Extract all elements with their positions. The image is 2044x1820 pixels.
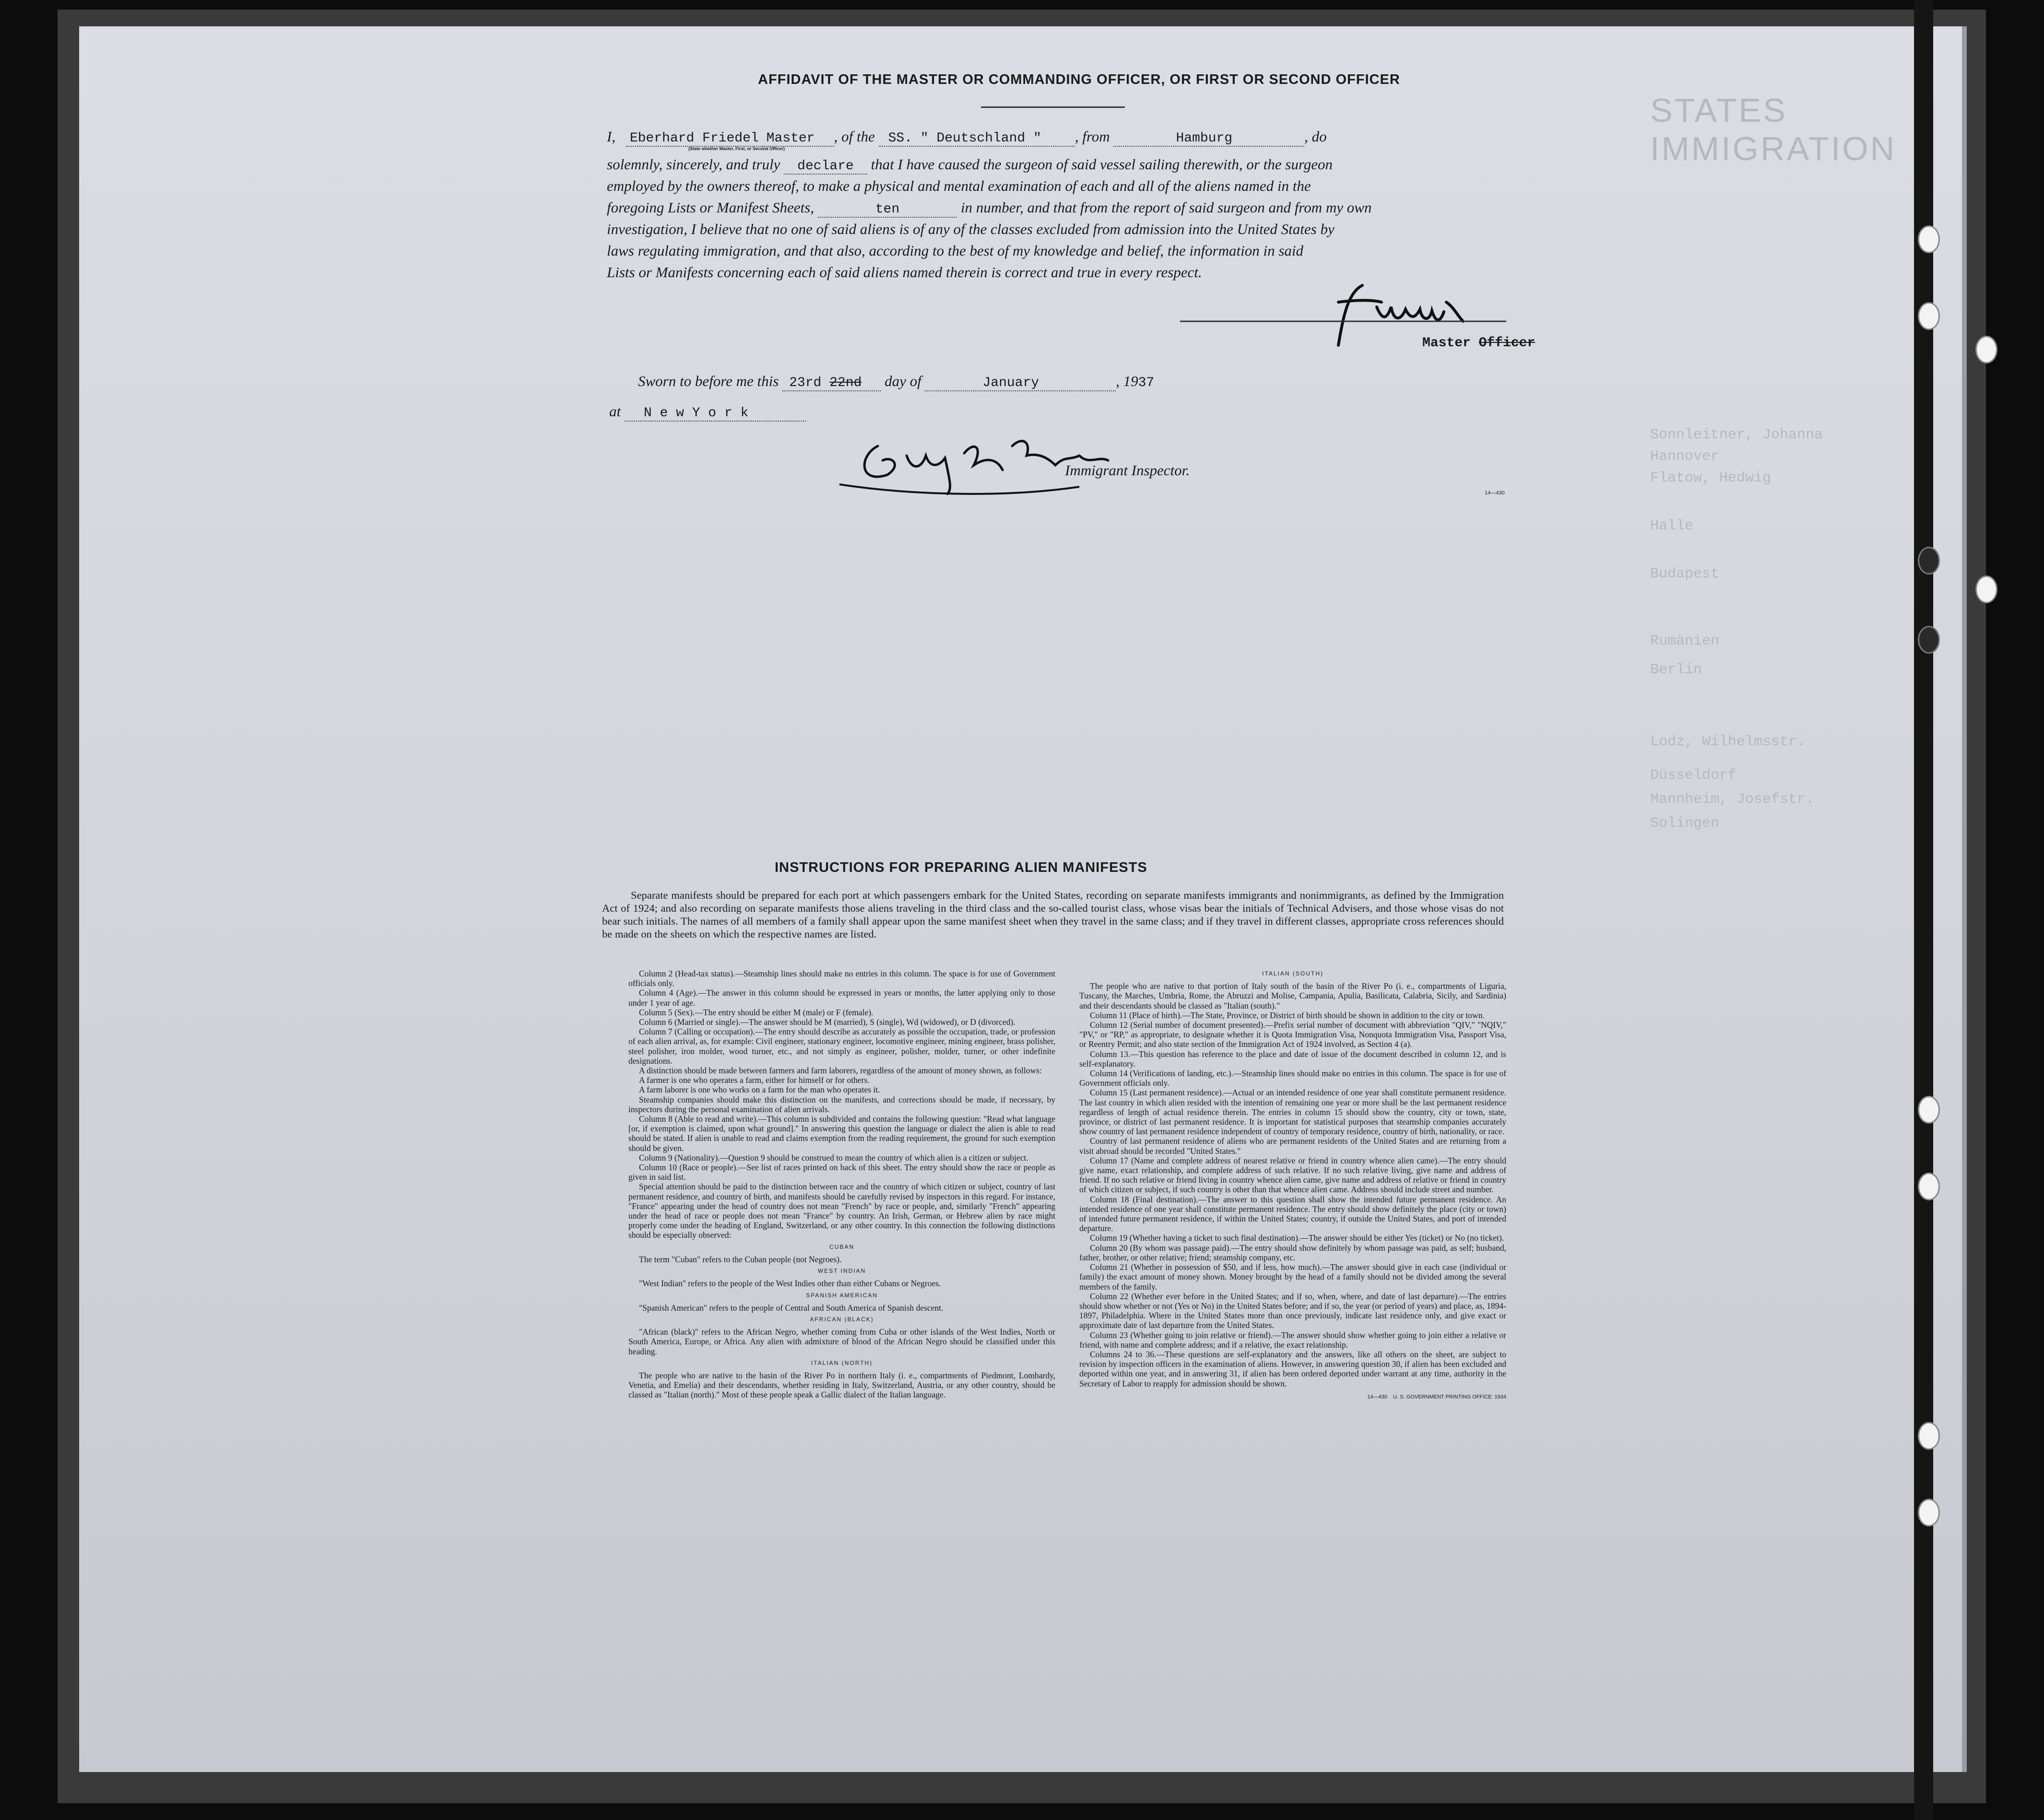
instruction-paragraph: "West Indian" refers to the people of the West Indies other than either Cubans or Negroes.	[639, 1279, 941, 1289]
rank-field: Master	[763, 131, 834, 147]
affidavit-text-1: that I have caused the surgeon of said vessel sailing therewith, or the surgeon	[871, 156, 1333, 173]
sworn-at: at	[609, 403, 621, 420]
affidavit-line-3: employed by the owners thereof, to make a physical and mental examination of each and all of the aliens named in the	[607, 177, 1311, 194]
sworn-to-text: Sworn to before me this	[638, 373, 779, 389]
instruction-paragraph: Special attention should be paid to the distinction between race and the country of which citizen or subject, country of last permanent residence, and country of birth, and manifests should be carefully revised by inspectors in this regard. For instance, "France" appearing under the head of country does not mean "French" by race or people, and, similarly "French" appearing under the head of race or people does not mean "France" by country. An Irish, German, or Hebrew alien by race might properly come under the heading of England, Switzerland, or any other country. In this connection the following distinctions should be especially observed:	[628, 1182, 1055, 1240]
sworn-day-field	[782, 376, 881, 391]
instruction-paragraph: Column 5 (Sex).—The entry should be either M (male) or F (female).	[639, 1007, 874, 1017]
sworn-place-field: N e w Y o r k	[625, 406, 806, 422]
binder-hole	[1918, 547, 1940, 575]
signature-title	[1422, 336, 1535, 351]
sworn-year-prefix: , 19	[1116, 373, 1138, 389]
instruction-paragraph: Column 20 (By whom was passage paid).—The entry should show definitely by whom passage was paid, as self; husband, father, brother, or other relative; friend; steamship company, etc.	[1079, 1243, 1506, 1262]
instruction-paragraph: "Spanish American" refers to the people of Central and South America of Spanish descent.	[639, 1303, 944, 1313]
binder-hole	[1918, 1096, 1940, 1124]
sworn-day: 23rd	[789, 376, 822, 390]
instruction-paragraph: Column 14 (Verifications of landing, etc.).—Steamship lines should make no entries in this column. The space is for use of Government officials only.	[1079, 1069, 1506, 1088]
instruction-paragraph: Steamship companies should make this distinction on the manifests, and corrections should be made, if necessary, by inspectors during the personal examination of alien arrivals.	[628, 1094, 1055, 1114]
instruction-paragraph: Column 19 (Whether having a ticket to such final destination).—The answer should be either Yes (ticket) or No (no ticket).	[1090, 1233, 1504, 1243]
binder-hole	[1918, 1422, 1940, 1450]
sworn-day-struck: 22nd	[829, 376, 862, 390]
affidavit-do: , do	[1304, 128, 1327, 145]
section-heading-italian-south: ITALIAN (SOUTH)	[1262, 970, 1323, 977]
inspector-label: Immigrant Inspector.	[1065, 462, 1190, 479]
instruction-paragraph: A farm laborer is one who works on a farm for the man who operates it.	[639, 1085, 880, 1095]
instruction-paragraph: The people who are native to the basin of the River Po in northern Italy (i. e., compartments of Piedmont, Lombardy, Venetia, and Emelia) and their descendants, whether residing in Italy, Switzerland, Austria, or any other country, should be classed as "Italian (north)." Most of these people speak a Gallic dialect of the Italian language.	[628, 1370, 1055, 1400]
instruction-paragraph: Column 22 (Whether ever before in the United States; and if so, when, where, and date of last departure).—The entries should show whether or not (Yes or No) in the United States before; and if so, the year (or period of years) and place, as, 1894-1897, Philadelphia. Where in the United States more than once previously, indicate last residence only, and give exact or approximate date of last departure from the United States.	[1079, 1291, 1506, 1330]
section-heading-italian-north: ITALIAN (NORTH)	[811, 1359, 873, 1366]
instruction-paragraph: Column 6 (Married or single).—The answer should be M (married), S (single), Wd (widowed), or D (divorced).	[639, 1017, 1016, 1027]
binder-hole	[1975, 575, 1997, 603]
title-rule	[981, 106, 1125, 108]
affidavit-title: AFFIDAVIT OF THE MASTER OR COMMANDING OFFICER, OR FIRST OR SECOND OFFICER	[758, 72, 1400, 87]
instruction-paragraph: Column 11 (Place of birth).—The State, Province, or District of birth should be shown in addition to the city or town.	[1090, 1010, 1485, 1020]
sworn-line	[638, 370, 1358, 394]
binder-hole	[1918, 626, 1940, 654]
instruction-paragraph: "African (black)" refers to the African Negro, whether coming from Cuba or other islands of the West Indies, North or South America, Europe, or Africa. Any alien with admixture of blood of the African Negro should be classified under this heading.	[628, 1327, 1055, 1356]
printer-footer	[1079, 1392, 1506, 1402]
affidavit-line-7: Lists or Manifests concerning each of said aliens named therein is correct and true in every respect.	[607, 264, 1202, 281]
binder-hole	[1975, 336, 1997, 364]
instruction-paragraph: Column 7 (Calling or occupation).—The entry should describe as accurately as possible the occupation, trade, or profession of each alien arrival, as, for example: Civil engineer, stationary engineer, locomotive engineer, mining engineer, brass polisher, steel polisher, iron molder, wood turner, etc., and not simply as engineer, polisher, molder, turner, or other indefinite designations.	[628, 1027, 1055, 1066]
affidavit-text-3b: in number, and that from the report of said surgeon and from my own	[960, 199, 1372, 216]
sworn-day-of: day of	[885, 373, 922, 389]
affidavit-text-3a: foregoing Lists or Manifest Sheets,	[607, 199, 814, 216]
binder-hole	[1918, 302, 1940, 330]
affidavit-line-4	[607, 197, 1566, 220]
instruction-paragraph: Column 23 (Whether going to join relative or friend).—The answer should show whether going to join either a relative or friend, with name and complete address; and if a relative, the exact relationship.	[1079, 1330, 1506, 1350]
affidavit-i: I,	[607, 128, 616, 145]
instruction-paragraph: A distinction should be made between farmers and farm laborers, regardless of the amount of money shown, as follows:	[639, 1066, 1042, 1076]
instruction-paragraph: Column 18 (Final destination).—The answer to this question shall show the intended future permanent residence. An intended residence of one year shall constitute permanent residence. The entry should show definitely the place (city or town) of intended future permanent residence, if within the United States; country, if outside the United States, and port of intended departure.	[1079, 1194, 1506, 1233]
affidavit-line-5: investigation, I believe that no one of said aliens is of any of the classes excluded from admission into the United States by	[607, 221, 1335, 237]
sworn-year-suffix: 37	[1138, 376, 1155, 390]
ship-name-field: SS. " Deutschland "	[879, 131, 1075, 147]
sheets-count-field: ten	[818, 202, 957, 218]
affidavit-solemnly: solemnly, sincerely, and truly	[607, 156, 780, 173]
instruction-paragraph: Column 15 (Last permanent residence).—Actual or an intended residence of one year shall constitute permanent residence. The last country in which alien resided with the intention of remaining one year or more shall be the last permanent residence regardless of length of actual residence therein. The entries in column 15 should show the country, city or town, state, province, or district of last permanent residence. It is important for statistical purposes that steamship companies accurately show country of last permanent residence independent of country of temporary residence, country of birth, nationality, or race.	[1079, 1088, 1506, 1137]
signature-title-struck: Officer	[1478, 336, 1536, 351]
officer-name-field: Eberhard Friedel	[626, 131, 763, 147]
instruction-paragraph: Country of last permanent residence of aliens who are permanent residents of the United States and are returning from a visit abroad should be recorded "United States."	[1079, 1136, 1506, 1156]
binding-edge	[1914, 0, 1933, 1820]
affidavit-line-6: laws regulating immigration, and that also, according to the best of my knowledge and belief, the information in said	[607, 242, 1304, 259]
instruction-paragraph: Column 9 (Nationality).—Question 9 should be construed to mean the country of which alien is a citizen or subject.	[639, 1152, 1028, 1162]
instruction-paragraph: Column 17 (Name and complete address of nearest relative or friend in country whence alien came).—The entry should give name, exact relationship, and complete address of such relative. If no such relative living, give name and address of friend. If no such relative or friend living in country whence alien came, give name and address of relative or friend in country of which citizen or subject, if such country is other than that whence alien came. Address should include street and number.	[1079, 1155, 1506, 1195]
instruction-paragraph: Column 8 (Able to read and write).—This column is subdivided and contains the following question: "Read what language [or, if exemption is claimed, upon what ground]." In answering this question the language or dialect the alien is able to read should be stated. If alien is unable to read and claims exemption from the reading requirement, the ground for such exemption should be given.	[628, 1114, 1055, 1153]
instructions-right-column	[1079, 969, 1506, 1402]
instruction-paragraph: Column 2 (Head-tax status).—Steamship lines should make no entries in this column. The space is for use of Government officials only.	[628, 969, 1055, 988]
affidavit-line-1	[607, 126, 1566, 149]
binder-hole	[1918, 1499, 1940, 1526]
printer-line: U. S. GOVERNMENT PRINTING OFFICE: 1934	[1393, 1394, 1506, 1400]
instructions-left-column	[628, 969, 1055, 1400]
instructions-title: INSTRUCTIONS FOR PREPARING ALIEN MANIFESTS	[775, 860, 1147, 875]
binder-hole	[1918, 1173, 1940, 1200]
section-heading-cuban: CUBAN	[829, 1243, 854, 1250]
footer-form-number: 14—430	[1367, 1394, 1388, 1400]
instruction-paragraph: The term "Cuban" refers to the Cuban people (not Negroes).	[639, 1254, 842, 1264]
sworn-month-field: January	[925, 376, 1116, 391]
section-heading-west-indian: WEST INDIAN	[817, 1268, 866, 1275]
section-heading-spanish-american: SPANISH AMERICAN	[806, 1292, 878, 1299]
instruction-paragraph: A farmer is one who operates a farm, either for himself or for others.	[639, 1075, 870, 1085]
affidavit-form-number: 14—430	[1485, 490, 1505, 496]
affidavit-line-2	[607, 153, 1566, 177]
port-field: Hamburg	[1113, 131, 1304, 147]
instruction-paragraph: Columns 24 to 36.—These questions are self-explanatory and the answers, like all others on the sheet, are subject to revision by inspection officers in the examination of aliens. However, in answering question 30, if alien has been excluded and deported within one year, and in answering 31, if alien has been ordered deported under warrant at any time, authority in the Secretary of Labor to reapply for admission should be shown.	[1079, 1349, 1506, 1388]
instruction-paragraph: The people who are native to that portion of Italy south of the basin of the River Po (i. e., compartments of Liguria, Tuscany, the Marches, Umbria, Rome, the Abruzzi and Molise, Campania, Apulia, Basilicata, Calabria, Sicily, and Sardinia) and their descendants should be classed as "Italian (south)."	[1079, 981, 1506, 1010]
signature-title-master: Master	[1422, 336, 1471, 351]
instruction-paragraph: Column 10 (Race or people).—See list of races printed on back of this sheet. The entry should show the race or people as given in said list.	[628, 1162, 1055, 1182]
affidavit-from: , from	[1075, 128, 1110, 145]
bleed-through-header: STATES IMMIGRATION	[1650, 92, 1897, 167]
sworn-place-line	[609, 400, 806, 424]
instruction-paragraph: Column 21 (Whether in possession of $50, and if less, how much).—The answer should give in each case (individual or family) the exact amount of money shown. Money brought by the head of a family should not be divided among the several members of the family.	[1079, 1262, 1506, 1292]
instruction-paragraph: Column 4 (Age).—The answer in this column should be expressed in years or months, the latter applying only to those under 1 year of age.	[628, 988, 1055, 1008]
declare-field: declare	[784, 159, 867, 175]
binder-hole	[1918, 225, 1940, 253]
instructions-intro: Separate manifests should be prepared for each port at which passengers embark for the United States, recording on separate manifests immigrants and nonimmigrants, as defined by the Immigration Act of 1924; and also recording on separate manifests those aliens traveling in the third class and the so-called tourist class, whose visas bear the initials of Technical Advisers, and those whose visas do not bear such initials. The names of all members of a family shall appear upon the same manifest sheet when they travel in the same class; and if they travel in different classes, appropriate cross references should be made on the sheets on which the respective names are listed.	[602, 889, 1504, 940]
section-heading-african: AFRICAN (BLACK)	[810, 1315, 874, 1323]
affidavit-of-the: , of the	[834, 128, 875, 145]
instruction-paragraph: Column 13.—This question has reference to the place and date of issue of the document described in column 12, and is self-explanatory.	[1079, 1049, 1506, 1069]
rank-note: (State whether Master, First, or Second Officer)	[688, 146, 785, 151]
instruction-paragraph: Column 12 (Serial number of document presented).—Prefix serial number of document with abbreviation "QIV," "NQIV," "PV," or "RP," as appropriate, to designate whether it is Quota Immigration Visa, Nonquota Immigration Visa, Passport Visa, or Reentry Permit; and also state section of the Immigration Act of 1924 involved, as Section 4 (a).	[1079, 1020, 1506, 1049]
